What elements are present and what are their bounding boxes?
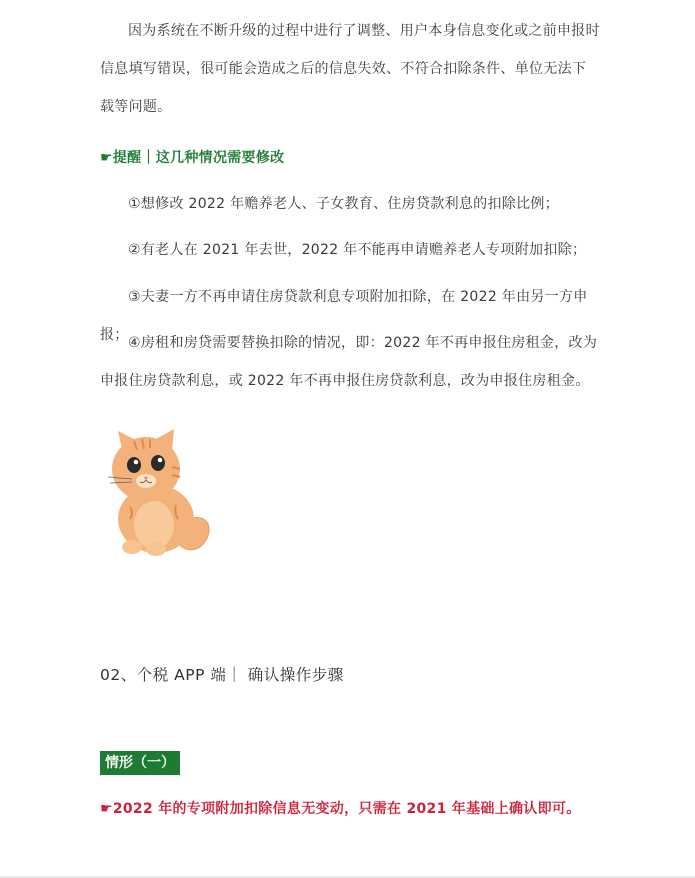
tip-heading: ☛提醒｜这几种情况需要修改 bbox=[100, 150, 285, 166]
case-note: ☛2022 年的专项附加扣除信息无变动，只需在 2021 年基础上确认即可。 bbox=[100, 801, 581, 817]
cat-illustration bbox=[104, 427, 216, 557]
section-title: 02、个税 APP 端｜ 确认操作步骤 bbox=[100, 666, 344, 684]
case-item-2: ②有老人在 2021 年去世，2022 年不能再申请赡养老人专项附加扣除； bbox=[128, 242, 587, 258]
case-item-3: ③夫妻一方不再申请住房贷款利息专项附加扣除，在 2022 年由另一方申报； bbox=[100, 289, 588, 343]
case-item-4: ④房租和房贷需要替换扣除的情况，即：2022 年不再申报住房租金，改为申报住房贷款利息，或 2022 年不再申报住房贷款利息，改为申报住房租金。 bbox=[100, 335, 598, 389]
case-item-1: ①想修改 2022 年赡养老人、子女教育、住房贷款利息的扣除比例； bbox=[128, 196, 559, 212]
case-badge: 情形（一） bbox=[100, 751, 180, 775]
intro-paragraph: 因为系统在不断升级的过程中进行了调整、用户本身信息变化或之前申报时信息填写错误，很可能会造成之后的信息失效、不符合扣除条件、单位无法下载等问题。 bbox=[100, 23, 600, 115]
